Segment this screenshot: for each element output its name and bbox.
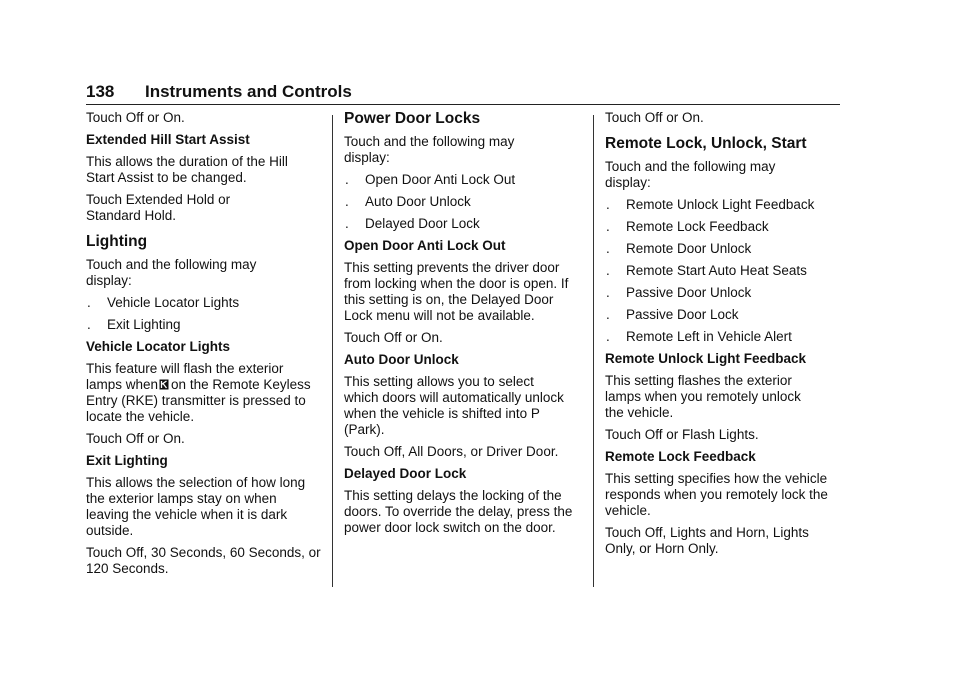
- subheading: Auto Door Unlock: [344, 352, 459, 367]
- subheading: Exit Lighting: [86, 453, 168, 468]
- bullet-mark: .: [606, 197, 610, 212]
- column-divider: [332, 115, 333, 587]
- bullet-mark: .: [606, 307, 610, 322]
- list-item-text: Remote Door Unlock: [626, 241, 752, 256]
- list-item-text: Auto Door Unlock: [365, 194, 471, 209]
- subheading: Extended Hill Start Assist: [86, 132, 250, 147]
- column-2: [344, 110, 580, 542]
- paragraph: Touch Off or Flash Lights.: [605, 427, 759, 442]
- bullet-mark: .: [345, 216, 349, 231]
- lock-key-icon: [159, 379, 169, 390]
- page-number: 138: [86, 82, 115, 101]
- list-item-text: Remote Unlock Light Feedback: [626, 197, 815, 212]
- list-item-text: Exit Lighting: [107, 317, 181, 332]
- list-item-text: Passive Door Lock: [626, 307, 739, 322]
- list-item: [344, 194, 580, 210]
- subheading: Vehicle Locator Lights: [86, 339, 231, 354]
- paragraph: Touch Off or On.: [86, 110, 185, 125]
- list-item-text: Passive Door Unlock: [626, 285, 752, 300]
- paragraph: This allows the duration of the Hill Start Assist to be changed.: [86, 154, 288, 185]
- paragraph: This setting allows you to select which doors will automatically unlock when the vehicle is shifted into P (Park).: [344, 374, 564, 437]
- paragraph-text: This feature will flash the exterior lamps when: [86, 361, 284, 392]
- paragraph: Touch Extended Hold or Standard Hold.: [86, 192, 231, 223]
- list-item-text: Vehicle Locator Lights: [107, 295, 240, 310]
- bullet-mark: .: [87, 317, 91, 332]
- paragraph: This setting delays the locking of the doors. To override the delay, press the power door lock switch on the door.: [344, 488, 573, 535]
- paragraph-text: on the Remote Keyless Entry (RKE) transmitter is pressed to locate the vehicle.: [86, 377, 311, 424]
- list-item-text: Remote Left in Vehicle Alert: [626, 329, 792, 344]
- paragraph: Touch Off or On.: [86, 431, 185, 446]
- paragraph: Touch Off, Lights and Horn, Lights Only, or Horn Only.: [605, 525, 809, 556]
- list-item: [605, 197, 843, 213]
- paragraph: Touch and the following may display:: [605, 159, 776, 190]
- list-item: [605, 219, 843, 235]
- list-item-text: Delayed Door Lock: [365, 216, 480, 231]
- bullet-mark: .: [345, 172, 349, 187]
- list-item-text: Remote Lock Feedback: [626, 219, 769, 234]
- list-item: [344, 216, 580, 232]
- paragraph: Touch Off, 30 Seconds, 60 Seconds, or 120 Seconds.: [86, 545, 321, 576]
- bullet-mark: .: [606, 263, 610, 278]
- paragraph: Touch and the following may display:: [86, 257, 257, 288]
- paragraph: This setting prevents the driver door from locking when the door is open. If this setting is on, the Delayed Door Lock menu will not be available.: [344, 260, 569, 323]
- bullet-mark: .: [606, 219, 610, 234]
- paragraph: Touch Off or On.: [344, 330, 443, 345]
- heading-power-door-locks: Power Door Locks: [344, 110, 481, 127]
- paragraph: This setting flashes the exterior lamps when you remotely unlock the vehicle.: [605, 373, 801, 420]
- list-item-text: Open Door Anti Lock Out: [365, 172, 516, 187]
- subheading: Open Door Anti Lock Out: [344, 238, 506, 253]
- paragraph: Touch and the following may display:: [344, 134, 515, 165]
- subheading: Remote Lock Feedback: [605, 449, 756, 464]
- list-item: [605, 307, 843, 323]
- list-item-text: Remote Start Auto Heat Seats: [626, 263, 807, 278]
- list-item: [86, 295, 322, 311]
- list-item: [605, 329, 843, 345]
- paragraph: This allows the selection of how long the exterior lamps stay on when leaving the vehicle when it is dark outside.: [86, 475, 306, 538]
- subheading: Remote Unlock Light Feedback: [605, 351, 807, 366]
- column-1: [86, 110, 322, 583]
- list-item: [86, 317, 322, 333]
- page-header: [86, 82, 840, 105]
- list-item: [605, 263, 843, 279]
- bullet-mark: .: [87, 295, 91, 310]
- bullet-mark: .: [606, 241, 610, 256]
- paragraph: Touch Off or On.: [605, 110, 704, 125]
- bullet-mark: .: [606, 285, 610, 300]
- heading-lighting: Lighting: [86, 233, 148, 250]
- list-item: [605, 241, 843, 257]
- list-item: [605, 285, 843, 301]
- heading-remote-lock: Remote Lock, Unlock, Start: [605, 135, 807, 152]
- list-item: [344, 172, 580, 188]
- subheading: Delayed Door Lock: [344, 466, 467, 481]
- bullet-mark: .: [345, 194, 349, 209]
- paragraph-with-icon: [86, 361, 312, 425]
- paragraph: Touch Off, All Doors, or Driver Door.: [344, 444, 559, 459]
- column-3: [605, 110, 843, 563]
- section-title: Instruments and Controls: [145, 82, 352, 101]
- column-divider: [593, 115, 594, 587]
- paragraph: This setting specifies how the vehicle responds when you remotely lock the vehicle.: [605, 471, 828, 518]
- bullet-mark: .: [606, 329, 610, 344]
